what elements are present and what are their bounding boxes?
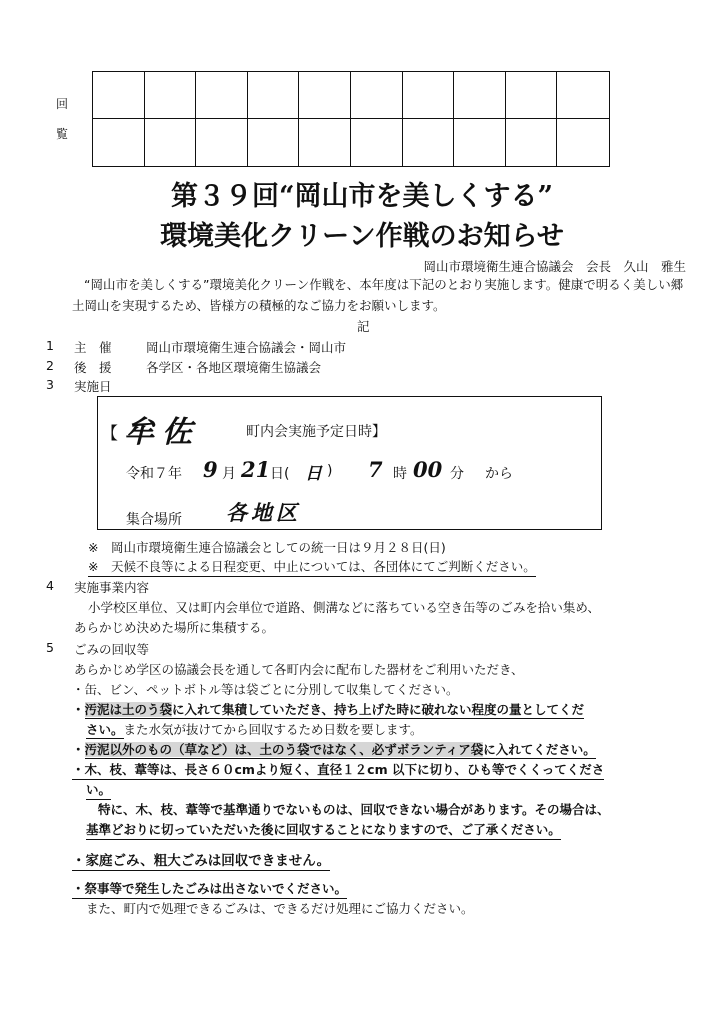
sludge-text-end: さい。	[86, 722, 124, 737]
schedule-hour-unit: 時	[393, 466, 407, 482]
volunteer-bag-word: ボランティア袋	[396, 742, 484, 757]
section4-num: 4	[46, 578, 54, 593]
schedule-era: 令和７年	[126, 466, 182, 482]
organizer-num: 1	[46, 338, 54, 353]
bullet-mark: ・	[72, 702, 85, 717]
circulation-label-bottom: 覧	[56, 127, 69, 141]
stamp-cell	[351, 119, 403, 166]
stamp-cell	[145, 72, 197, 119]
place-handwritten: 各地区	[226, 500, 301, 525]
bullet-branches-line2: い。	[86, 780, 111, 800]
stamp-cell	[351, 72, 403, 119]
section5-label: ごみの回収等	[74, 642, 150, 657]
schedule-day-unit: 日(	[270, 466, 290, 482]
organizer-value: 岡山市環境衛生連合協議会・岡山市	[146, 340, 347, 355]
stamp-cell	[145, 119, 197, 166]
stamp-cell	[454, 72, 506, 119]
sludge-word: 汚泥は	[84, 702, 123, 717]
bullet-festival-waste: ・祭事等で発生したごみは出さないでください。	[72, 879, 347, 899]
stamp-cell	[557, 72, 609, 119]
date-header-num: 3	[46, 377, 54, 392]
stamp-cell	[196, 72, 248, 119]
schedule-minute-unit: 分	[450, 466, 464, 482]
bullet-sludge-line2	[86, 720, 423, 738]
section4-line1: 小学校区単位、又は町内会単位で道路、側溝などに落ちている空き缶等のごみを拾い集め、	[88, 600, 600, 615]
stamp-cell	[196, 119, 248, 166]
branches-note-line1: 特に、木、枝、葦等で基準通りでないものは、回収できない場合があります。その場合は、	[98, 802, 610, 817]
title-line-2: 環境美化クリーン作戦のお知らせ	[160, 221, 564, 252]
circulation-stamp-grid	[92, 71, 610, 167]
branches-note-line2: 基準どおりに切っていただいた後に回収することになりますので、ご了承ください。	[86, 820, 561, 840]
sandbag-word: 土のう袋	[122, 702, 173, 717]
stamp-cell	[454, 119, 506, 166]
sludge-drying-note: また水気が抜けてから回収するため日数を要します。	[123, 722, 423, 737]
schedule-heading: 町内会実施予定日時】	[246, 424, 386, 440]
bullet-other-waste	[72, 740, 596, 758]
schedule-from: から	[485, 466, 513, 482]
stamp-cell	[248, 72, 300, 119]
note-weather: ※ 天候不良等による日程変更、中止については、各団体にてご判断ください。	[88, 557, 536, 577]
author: 岡山市環境衛生連合協議会 会長 久山 雅生	[423, 259, 686, 274]
stamp-cell	[299, 72, 351, 119]
other-waste-text: 汚泥以外のもの（草など）は、土のう袋ではなく、必ず	[84, 742, 397, 757]
circulation-label-top: 回	[56, 97, 69, 111]
supporter-num: 2	[46, 358, 54, 373]
supporter-value: 各学区・各地区環境衛生協議会	[146, 360, 322, 375]
schedule-box	[97, 396, 602, 530]
date-header-label: 実施日	[74, 379, 112, 394]
stamp-cell	[93, 119, 145, 166]
sludge-text: に入れて集積していただき、持ち上げた時に破れない程度の量としてくだ	[172, 702, 585, 717]
bullet-sorting: ・缶、ビン、ペットボトル等は袋ごとに分別して収集してください。	[72, 682, 459, 697]
section5-num: 5	[46, 640, 54, 655]
stamp-cell	[248, 119, 300, 166]
organizer-label: 主 催	[74, 340, 112, 355]
closing-line: また、町内で処理できるごみは、できるだけ処理にご協力ください。	[86, 901, 474, 916]
other-waste-text-end: に入れてください。	[483, 742, 596, 757]
stamp-cell	[93, 72, 145, 119]
stamp-cell	[403, 72, 455, 119]
bullet-branches-line1: ・木、枝、葦等は、長さ６０cmより短く、直径１２cm 以下に切り、ひも等でくくってくださ	[72, 760, 604, 780]
schedule-weekday-close: )	[327, 463, 333, 479]
intro-paragraph: “岡山市を美しくする”環境美化クリーン作戦を、本年度は下記のとおり実施します。健康で明るく美しい郷土岡山を実現するため、皆様方の積極的なご協力をお願いします。	[72, 277, 684, 313]
stamp-cell	[557, 119, 609, 166]
schedule-weekday: 日	[305, 464, 322, 484]
ki-heading: 記	[357, 319, 370, 334]
stamp-cell	[506, 119, 558, 166]
section4-line2: あらかじめ決めた場所に集積する。	[74, 620, 275, 635]
schedule-minute: 00	[413, 457, 443, 482]
stamp-cell	[506, 72, 558, 119]
bracket-open: 【	[101, 424, 118, 444]
schedule-day: 21	[241, 457, 271, 482]
schedule-month: 9	[203, 457, 218, 482]
bullet-mark: ・	[72, 742, 85, 757]
stamp-cell	[403, 119, 455, 166]
supporter-label: 後 援	[74, 360, 112, 375]
section4-label: 実施事業内容	[74, 580, 150, 595]
stamp-cell	[299, 119, 351, 166]
place-label: 集合場所	[126, 512, 182, 528]
bullet-sludge-line1	[72, 700, 584, 718]
title-line-1: 第３９回“岡山市を美しくする”	[170, 181, 554, 212]
schedule-hour: 7	[368, 457, 383, 482]
schedule-month-unit: 月	[222, 466, 236, 482]
section5-intro: あらかじめ学区の協議会長を通して各町内会に配布した器材をご利用いただき、	[74, 662, 524, 677]
note-unified-date: ※ 岡山市環境衛生連合協議会としての統一日は９月２８日(日)	[88, 540, 446, 555]
bullet-household-waste: ・家庭ごみ、粗大ごみは回収できません。	[72, 849, 330, 871]
district-handwritten: 牟佐	[124, 415, 200, 450]
